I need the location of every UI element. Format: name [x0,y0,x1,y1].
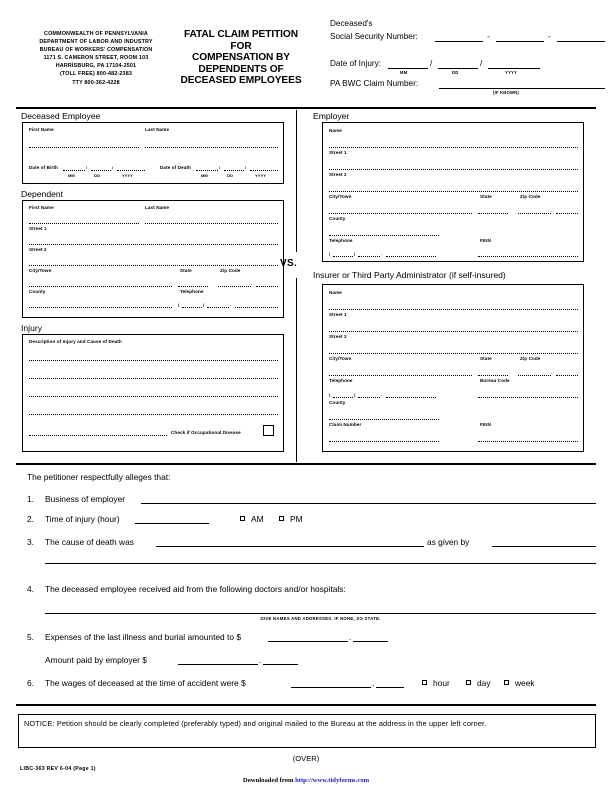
allegation-2-text: Time of injury (hour) [45,514,120,524]
deceased-dob-slash-2: / [112,165,114,170]
insurer-telephone-label: Telephone [329,378,353,383]
deceased-dod-year-field[interactable] [250,170,278,171]
wage-week-label: week [515,678,535,688]
deceased-dod-dd-hint: DD [227,173,233,178]
deceased-dod-slash-2: / [245,165,247,170]
section-title-employer: Employer [313,111,350,121]
doi-mm-hint: MM [400,70,408,75]
form-title [176,29,306,87]
allegation-1-text: Business of employer [45,494,126,504]
pm-checkbox[interactable] [279,516,284,521]
insurer-phone-area-field[interactable] [333,397,353,398]
insurer-street1-field[interactable] [329,331,578,332]
insurer-citytown-field[interactable] [329,375,472,376]
agency-line-1: COMMONWEALTH OF PENNSYLVANIA [44,31,148,37]
wage-week-checkbox[interactable] [504,680,509,685]
dependent-first-name-label: First Name [29,205,54,210]
footer-divider-rule [16,704,596,706]
agency-line-3: BUREAU OF WORKERS' COMPENSATION [39,47,153,54]
allegation-5b-dollars-field[interactable] [178,664,258,665]
allegation-3-text: The cause of death was [45,537,134,547]
employer-name-label: Name [329,128,342,133]
employer-zip-dash: - [551,208,553,213]
ssn-field-part2[interactable] [496,41,544,42]
deceased-first-name-field[interactable] [29,147,139,148]
downloaded-from-prefix: Downloaded from [242,777,296,784]
agency-line-7: TTY 800-362-4228 [72,79,120,86]
dependent-street1-field[interactable] [29,244,278,245]
injury-description-line-5[interactable] [29,435,167,436]
dependent-phone-paren-close: ) [203,302,205,307]
insurer-phone-prefix-field[interactable] [358,397,380,398]
employer-telephone-label: Telephone [329,238,353,243]
allegation-6-text: The wages of deceased at the time of accident were $ [45,678,246,688]
employer-street2-label: Street 2 [329,172,347,177]
allegation-5-dollars-field[interactable] [268,641,348,642]
allegations-intro: The petitioner respectfully alleges that: [27,472,171,482]
wage-hour-label: hour [433,678,450,688]
employer-zip4-field[interactable] [556,213,578,214]
deceased-dob-slash-1: / [86,165,88,170]
allegation-3-number: 3. [27,537,34,547]
over-marker: (OVER) [292,754,320,763]
deceased-dod-slash-1: / [219,165,221,170]
header-divider-rule [16,107,596,109]
allegation-5-number: 5. [27,632,34,642]
insurer-fein-field[interactable] [478,441,578,442]
agency-address-block [16,30,176,87]
allegation-2-hour-field[interactable] [135,523,209,524]
insurer-state-field[interactable] [478,375,508,376]
dependent-street1-label: Street 1 [29,226,47,231]
employer-phone-paren-close: ) [354,251,356,256]
insurer-phone-paren-open: ( [329,392,331,397]
dependent-last-name-label: Last Name [145,205,170,210]
deceased-dob-yyyy-hint: YYYY [122,173,134,178]
employer-fein-field[interactable] [478,256,578,257]
ssn-dash-2: - [548,32,551,41]
insurer-citytown-label: City/Town [329,356,352,361]
allegation-5b-decimal: . [259,655,262,665]
injury-description-line-2[interactable] [29,378,278,379]
allegation-4-hint: GIVE NAMES AND ADDRESSES. IF NONE, SO STATE. [260,616,381,621]
pabwc-claim-number-field[interactable] [439,88,605,89]
dependent-telephone-label: Telephone [180,289,204,294]
insurer-zip-dash: - [551,370,553,375]
insurer-street2-field[interactable] [329,353,578,354]
employer-phone-line-field[interactable] [386,256,436,257]
allegation-3-continuation-field[interactable] [45,563,596,564]
allegation-3-given-by-field[interactable] [492,546,596,547]
insurer-phone-paren-close: ) [354,392,356,397]
midsection-divider-rule [16,463,596,465]
occupational-disease-label: Check if Occupational Disease [171,430,241,435]
section-title-insurer: Insurer or Third Party Administrator (if self-insured) [313,270,506,280]
dependent-zip-dash: - [251,281,253,286]
ssn-field-part3[interactable] [557,41,605,42]
employer-citytown-field[interactable] [329,213,472,214]
doi-dd-hint: DD [452,70,459,75]
employer-phone-dash: - [381,251,383,256]
deceased-dob-year-field[interactable] [117,170,145,171]
ssn-label: Social Security Number: [330,32,418,41]
injury-description-label: Description of Injury and Cause of Death [29,339,122,344]
employer-phone-paren-open: ( [329,251,331,256]
dependent-phone-line-field[interactable] [235,307,278,308]
allegation-5b-cents-field[interactable] [263,664,298,665]
dependent-zip4-field[interactable] [256,286,278,287]
deceased-dob-dd-hint: DD [94,173,100,178]
insurer-state-label: State [480,356,492,361]
section-title-dependent: Dependent [21,189,64,199]
insurer-phone-dash: - [381,392,383,397]
dependent-state-label: State [180,268,192,273]
dependent-street2-field[interactable] [29,265,278,266]
section-title-injury: Injury [21,323,43,333]
tidyforms-link[interactable]: http://www.tidyforms.com [295,777,370,784]
deceased-dod-month-field[interactable] [196,170,218,171]
agency-line-5: HARRISBURG, PA 17104-2501 [55,63,137,70]
insurer-zip5-field[interactable] [518,375,551,376]
doi-year-field[interactable] [488,68,540,69]
dependent-phone-area-field[interactable] [182,307,202,308]
allegation-3-text-b: as given by [427,537,470,547]
insurer-county-label: County [329,400,346,405]
insurer-zip-label: Zip Code [520,356,541,361]
notice-box [18,714,596,748]
deceased-dob-label: Date of Birth [29,165,58,170]
injury-description-line-1[interactable] [29,360,278,361]
allegation-1-field[interactable] [141,503,596,504]
dependent-phone-prefix-field[interactable] [207,307,229,308]
insurer-box [322,284,584,452]
form-title-line-3: DEPENDENTS OF [198,63,284,75]
allegation-6-cents-field[interactable] [376,687,404,688]
form-title-line-1: FATAL CLAIM PETITION FOR [183,29,298,52]
deceased-dod-mm-hint: MM [201,173,208,178]
ssn-dash-1: - [487,32,490,41]
dependent-county-label: County [29,289,46,294]
pabwc-claim-number-label: PA BWC Claim Number: [330,79,419,88]
allegation-3-cause-field[interactable] [156,546,424,547]
dependent-phone-paren-open: ( [178,302,180,307]
doi-day-field[interactable] [438,68,478,69]
dependent-zip5-field[interactable] [218,286,251,287]
employer-box [322,122,584,262]
allegation-6-decimal: . [372,678,375,688]
allegation-5-decimal: . [349,632,352,642]
employer-zip5-field[interactable] [518,213,551,214]
agency-line-2: DEPARTMENT OF LABOR AND INDUSTRY [39,39,153,46]
employer-state-field[interactable] [478,213,508,214]
deceased-dob-day-field[interactable] [91,170,111,171]
ssn-field-part1[interactable] [435,41,483,42]
dependent-county-field[interactable] [29,307,172,308]
employer-citytown-label: City/Town [329,194,352,199]
wage-day-checkbox[interactable] [466,680,471,685]
insurer-bureau-code-field[interactable] [478,397,578,398]
employer-phone-prefix-field[interactable] [358,256,380,257]
wage-day-label: day [477,678,491,688]
employer-fein-label: FEIN [480,238,491,243]
deceased-possessive-label: Deceased's [330,19,373,28]
employer-name-field[interactable] [329,147,578,148]
allegation-4-text: The deceased employee received aid from the following doctors and/or hospitals: [45,584,346,594]
insurer-phone-line-field[interactable] [386,397,436,398]
allegation-6-number: 6. [27,678,34,688]
notice-text: NOTICE: Petition should be clearly completed (preferably typed) and original mailed to the Bureau at the address in the upper left corner. [24,719,487,728]
deceased-first-name-label: First Name [29,127,54,132]
injury-description-line-4[interactable] [29,414,278,415]
allegation-4-number: 4. [27,584,34,594]
employer-county-field[interactable] [329,235,439,236]
deceased-dob-month-field[interactable] [63,170,85,171]
allegation-5-text: Expenses of the last illness and burial amounted to $ [45,632,242,642]
dependent-phone-dash: - [230,302,232,307]
dependent-box [22,200,284,318]
vs-marker: VS. [280,258,298,269]
occupational-disease-checkbox[interactable] [263,425,274,436]
injury-box [22,334,284,452]
am-checkbox[interactable] [240,516,245,521]
column-divider-upper [296,110,297,252]
insurer-fein-label: FEIN [480,422,491,427]
doi-yyyy-hint: YYYY [505,70,517,75]
deceased-dod-label: Date of Death [160,165,191,170]
section-title-deceased-employee: Deceased Employee [21,111,101,121]
insurer-bureau-code-label: Bureau Code [480,378,510,383]
insurer-claim-number-label: Claim Number [329,422,362,427]
insurer-name-label: Name [329,290,342,295]
insurer-claim-number-field[interactable] [329,441,439,442]
insurer-street2-label: Street 2 [329,334,347,339]
dependent-last-name-field[interactable] [145,223,278,224]
employer-street1-label: Street 1 [329,150,347,155]
employer-county-label: County [329,216,346,221]
agency-line-6: (TOLL FREE) 800-482-2383 [59,71,132,78]
doi-slash-2: / [480,59,483,68]
wage-hour-checkbox[interactable] [422,680,427,685]
deceased-dod-yyyy-hint: YYYY [255,173,267,178]
dependent-citytown-field[interactable] [29,286,172,287]
form-title-line-2: COMPENSATION BY [192,52,290,64]
employer-phone-area-field[interactable] [333,256,353,257]
employer-state-label: State [480,194,492,199]
employer-street2-field[interactable] [329,191,578,192]
deceased-dob-mm-hint: MM [68,173,75,178]
dependent-state-field[interactable] [178,286,208,287]
deceased-dod-day-field[interactable] [224,170,244,171]
claim-if-known-hint: (IF KNOWN) [493,90,519,95]
downloaded-from-line [0,777,612,784]
column-divider-lower [296,278,297,462]
dependent-zip-label: Zip Code [220,268,241,273]
doi-slash-1: / [430,59,433,68]
allegation-4-field[interactable] [45,613,596,614]
allegation-5-cents-field[interactable] [353,641,388,642]
insurer-zip4-field[interactable] [556,375,578,376]
insurer-county-field[interactable] [329,419,439,420]
date-of-injury-label: Date of Injury: [330,59,381,68]
dependent-first-name-field[interactable] [29,223,139,224]
pm-label: PM [290,514,303,524]
insurer-street1-label: Street 1 [329,312,347,317]
insurer-name-field[interactable] [329,309,578,310]
allegation-5b-text: Amount paid by employer $ [45,655,147,665]
agency-line-4: 1171 S. CAMERON STREET, ROOM 103 [43,55,149,62]
dependent-citytown-label: City/Town [29,268,52,273]
allegation-6-dollars-field[interactable] [291,687,371,688]
doi-month-field[interactable] [388,68,428,69]
am-label: AM [251,514,264,524]
allegation-2-number: 2. [27,514,34,524]
deceased-last-name-field[interactable] [145,147,278,148]
form-title-line-4: DECEASED EMPLOYEES [180,75,302,87]
employer-zip-label: Zip Code [520,194,541,199]
deceased-employee-box [22,122,284,184]
allegation-1-number: 1. [27,494,34,504]
injury-description-line-3[interactable] [29,396,278,397]
form-code: LIBC-363 REV 6-04 (Page 1) [20,766,96,772]
dependent-street2-label: Street 2 [29,247,47,252]
deceased-last-name-label: Last Name [145,127,170,132]
employer-street1-field[interactable] [329,169,578,170]
